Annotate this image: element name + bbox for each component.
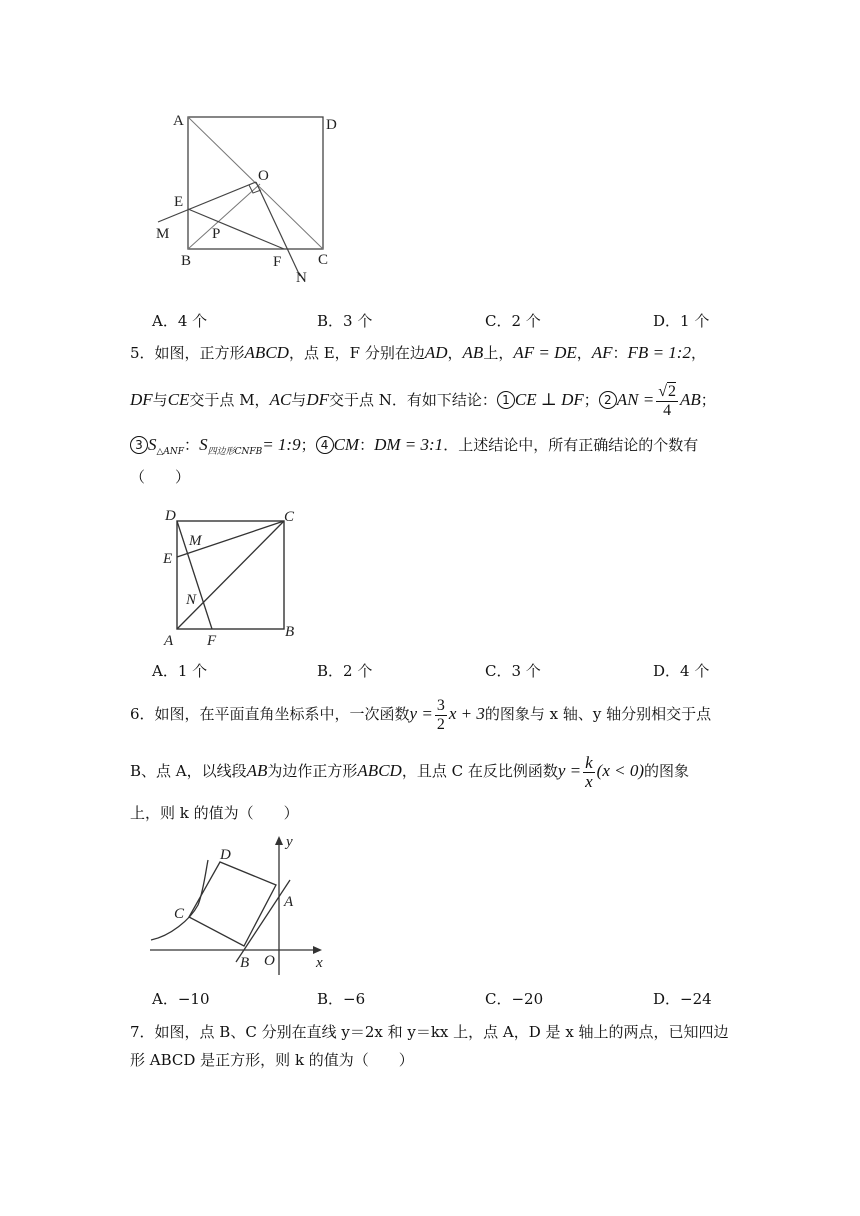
q5-math-fb-ratio: FB = 1:2 — [627, 343, 691, 362]
q5-text: ， — [576, 344, 592, 362]
q5-math-abcd: ABCD — [244, 343, 289, 362]
q5-math-af-de: AF = DE — [513, 343, 577, 362]
q6-label-b: B — [240, 955, 250, 971]
q4-option-b[interactable]: B．3 个 — [317, 312, 373, 330]
q5-label-n: N — [186, 592, 197, 608]
q5-subscript-cnfb: 四边形CNFB — [207, 447, 263, 457]
q6-numerator-k: k — [585, 752, 593, 772]
q6-math-y: y = — [557, 761, 582, 780]
q6-option-c[interactable]: C．−20 — [485, 990, 544, 1008]
q5-label-a: A — [164, 633, 174, 649]
q5-circled-2: 2 — [599, 391, 617, 409]
q5-math-dm-ratio: DM = 3:1 — [374, 435, 444, 454]
q5-label-c: C — [284, 509, 295, 525]
q6-math-y: y = — [409, 704, 433, 723]
q5-math-df: DF — [306, 390, 329, 409]
q6-fraction — [435, 697, 447, 734]
q4-label-c: C — [318, 252, 329, 268]
q5-math-s: S — [148, 435, 157, 454]
q5-text: ； — [583, 391, 599, 409]
q5-text: ， — [447, 344, 463, 362]
q6-label-o: O — [264, 953, 275, 969]
q5-fraction: $\frac{√2}{4}$ — [658, 383, 677, 419]
q5-text: 与 — [152, 391, 168, 409]
q6-line-3: 上，则 k 的值为（ ） — [130, 804, 299, 822]
q5-line-4: （ ） — [130, 468, 191, 486]
q4-label-m: M — [156, 226, 170, 242]
q6-text: 6．如图，在平面直角坐标系中，一次函数 — [130, 705, 410, 723]
q5-text: ．上述结论中，所有正确结论的个数有 — [443, 436, 699, 454]
q5-math-df: DF — [130, 390, 153, 409]
q6-x-axis-arrow — [313, 946, 322, 954]
q4-label-d: D — [326, 117, 337, 133]
q5-label-b: B — [285, 624, 295, 640]
q5-option-a[interactable]: A．1 个 — [152, 662, 208, 680]
q5-math-ac: AC — [269, 390, 292, 409]
q5-label-e: E — [163, 551, 173, 567]
q5-text: 上， — [483, 344, 514, 362]
q4-label-e: E — [174, 194, 184, 210]
q6-fraction-kx — [583, 754, 595, 791]
q5-option-c[interactable]: C．3 个 — [485, 662, 541, 680]
q7-line-1: 7．如图，点 B、C 分别在直线 y＝2x 和 y＝kx 上，点 A，D 是 x 轴上的两点，已知四边 — [130, 1023, 729, 1041]
q6-line-1 — [130, 696, 711, 734]
q4-label-n: N — [296, 270, 307, 286]
q5-text: ； — [700, 391, 716, 409]
q4-figure — [150, 108, 350, 288]
q6-option-d[interactable]: D．−24 — [653, 990, 712, 1008]
q5-math-cm: CM — [333, 435, 360, 454]
q6-label-x: x — [316, 955, 323, 971]
q5-math-ab: AB — [680, 390, 701, 409]
q5-label-f: F — [207, 633, 217, 649]
q5-math-ratio: = 1:9 — [262, 435, 301, 454]
q5-text: 交于点 N．有如下结论： — [328, 391, 497, 409]
q6-y-axis-arrow — [275, 836, 283, 845]
q6-square-abcd — [189, 862, 276, 946]
q6-math-condition: (x < 0) — [596, 761, 644, 780]
q6-text: 为边作正方形 — [267, 762, 358, 780]
q6-diagram — [145, 830, 335, 980]
q6-math-x-plus-3: x + 3 — [448, 704, 485, 723]
q4-segment-ef — [188, 209, 284, 249]
q4-label-p: P — [212, 226, 221, 242]
q5-text: ， — [690, 344, 706, 362]
q6-math-abcd: ABCD — [357, 761, 402, 780]
q4-label-a: A — [173, 113, 184, 129]
q5-text: ； — [300, 436, 316, 454]
q5-math-ab: AB — [462, 343, 484, 362]
q5-text: 5．如图，正方形 — [130, 344, 245, 362]
q5-denominator: 4 — [663, 402, 672, 419]
q5-options — [152, 660, 722, 684]
q5-option-b[interactable]: B．2 个 — [317, 662, 373, 680]
q6-numerator: 3 — [436, 696, 445, 714]
q6-text: 的图象与 x 轴、y 轴分别相交于点 — [484, 705, 712, 723]
q5-math-ad: AD — [424, 343, 448, 362]
q5-subscript-anf: △ANF — [156, 447, 185, 457]
q4-segment-bo — [188, 184, 260, 249]
q6-options — [152, 988, 722, 1012]
q6-text: ，且点 C 在反比例函数 — [401, 762, 558, 780]
q6-math-ab: AB — [246, 761, 268, 780]
q5-option-d[interactable]: D．4 个 — [653, 662, 710, 680]
q6-denominator: 2 — [436, 715, 445, 733]
q5-math-ce: CE — [167, 390, 190, 409]
q6-line-2 — [130, 753, 689, 791]
q5-line-1 — [130, 342, 706, 364]
q4-label-o: O — [258, 168, 269, 184]
q6-figure — [145, 830, 335, 980]
q6-option-a[interactable]: A．−10 — [152, 990, 210, 1008]
q7-line-2: 形 ABCD 是正方形，则 k 的值为（ ） — [130, 1051, 414, 1069]
q5-circled-3: 3 — [130, 436, 148, 454]
q5-label-d: D — [165, 508, 176, 524]
q5-figure — [158, 505, 308, 650]
q6-hyperbola — [151, 860, 208, 940]
q6-label-a: A — [284, 894, 294, 910]
q6-text: 的图象 — [644, 762, 690, 780]
q6-label-c: C — [174, 906, 185, 922]
q4-diagram — [150, 108, 350, 288]
q5-label-m: M — [189, 533, 202, 549]
q5-text: 与 — [291, 391, 307, 409]
q5-sqrt-value: 2 — [668, 383, 677, 400]
q4-label-b: B — [181, 253, 192, 269]
q4-diagonal-ac — [188, 117, 323, 249]
q5-diagram — [158, 505, 308, 650]
q5-circled-4: 4 — [316, 436, 334, 454]
q6-denominator-x: x — [585, 771, 593, 791]
q5-text: 交于点 M， — [189, 391, 270, 409]
q5-math-an: AN = — [616, 390, 655, 409]
q5-math-af: AF — [591, 343, 613, 362]
q5-circled-1: 1 — [497, 391, 515, 409]
q5-math-s: S — [199, 435, 208, 454]
q6-label-d: D — [220, 847, 231, 863]
q4-label-f: F — [273, 254, 282, 270]
q4-line-mo — [158, 182, 256, 222]
q4-option-a[interactable]: A．4 个 — [152, 312, 208, 330]
q5-text: ： — [359, 436, 375, 454]
q5-line-3 — [130, 434, 698, 463]
q4-option-c[interactable]: C．2 个 — [485, 312, 541, 330]
q4-option-d[interactable]: D．1 个 — [653, 312, 710, 330]
q4-options — [152, 310, 722, 334]
q5-math-ce-perp-df: CE ⊥ DF — [514, 390, 584, 409]
q6-text: B、点 A，以线段 — [130, 762, 247, 780]
q5-line-2 — [130, 382, 716, 420]
q6-option-b[interactable]: B．−6 — [317, 990, 366, 1008]
q5-text: ，点 E，F 分别在边 — [288, 344, 425, 362]
q5-text: ： — [184, 436, 200, 454]
q5-text: ： — [612, 344, 628, 362]
q6-label-y: y — [286, 834, 293, 850]
